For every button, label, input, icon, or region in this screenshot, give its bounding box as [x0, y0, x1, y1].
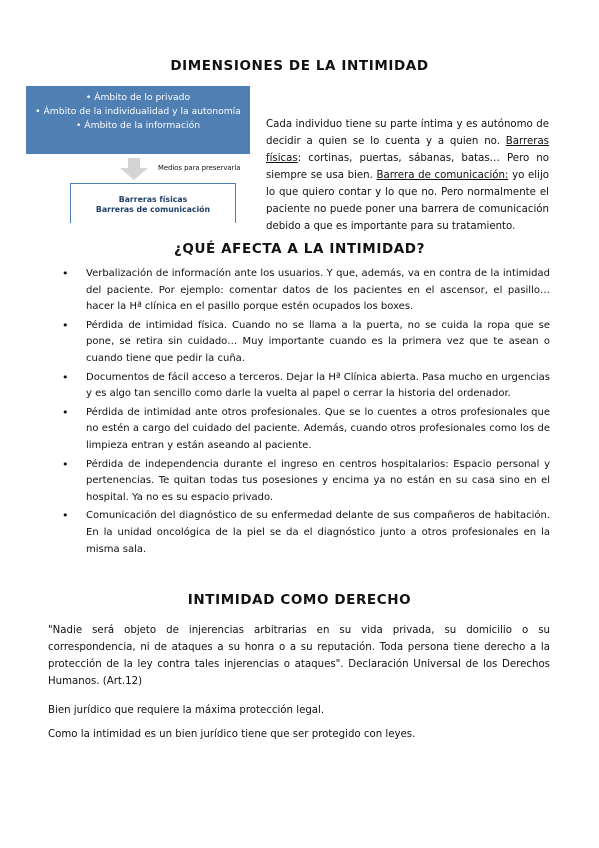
title-que-afecta: ¿QUÉ AFECTA A LA INTIMIDAD? [173, 241, 426, 257]
list-item-text: Verbalización de información ante los usuarios. Y que, además, va en contra de la intimidad del paciente. Por ejemplo: comentar datos de los pacientes en el ascensor, el pasillo… hacer la Hª clínica en el pasillo porque estén ocupados los boxes. [86, 268, 550, 313]
title-dimensiones: DIMENSIONES DE LA INTIMIDAD [170, 58, 429, 74]
bullet-icon: • [62, 405, 69, 419]
bullet-icon: • [62, 457, 69, 471]
dimension-item: • Ámbito de la información [26, 119, 250, 133]
bullet-icon: • [62, 267, 69, 280]
barrier-physical: Barreras físicas [118, 195, 188, 204]
list-item [58, 508, 550, 558]
desc-part3: yo elijo lo que quiero contar y lo que no. Pero normalmente el paciente no puede poner una barrera de comunicación debido a que es importante para su tratamiento. [266, 170, 550, 232]
dimension-item: • Ámbito de la individualidad y la autonomía [26, 105, 250, 119]
paragraph-protected-by-law: Como la intimidad es un bien jurídico tiene que ser protegido con leyes. [48, 729, 416, 740]
dimension-item: • Ámbito de lo privado [26, 91, 250, 105]
list-item-text: Pérdida de independencia durante el ingreso en centros hospitalarios: Espacio personal y pertenencias. Te quitan todas tus posesiones y encima ya no están en su casa sino en el hospital. Ya no es su espacio privado. [86, 458, 550, 503]
list-item-text: Comunicación del diagnóstico de su enfermedad delante de sus compañeros de habitación. En la unidad oncológica de la piel se da el diagnóstico junto a otros profesionales en la misma sala. [86, 510, 550, 555]
arrow-down-icon [128, 158, 140, 168]
dimensions-description [266, 116, 549, 235]
list-item-text: Pérdida de intimidad ante otros profesionales. Que se lo cuentes a otros profesionales que no estén a cargo del cuidado del paciente. Además, cuando otros profesionales como los de limpieza entran y están aseando al paciente. [86, 406, 550, 451]
bullet-icon: • [62, 318, 69, 332]
list-item [58, 266, 550, 316]
barriers-box [70, 183, 236, 223]
dimensions-diagram-box [26, 86, 250, 154]
paragraph-legal-good: Bien jurídico que requiere la máxima protección legal. [48, 705, 325, 716]
dimensions-list [26, 86, 250, 133]
desc-part1: Cada individuo tiene su parte íntima y es autónomo de decidir a quien se lo cuenta y a quien no. [266, 119, 549, 147]
list-item [58, 457, 550, 507]
list-item [58, 370, 550, 403]
title-intimidad-derecho: INTIMIDAD COMO DERECHO [187, 592, 412, 608]
desc-barrera-comunicacion: Barrera de comunicación: [376, 170, 509, 181]
affects-list [58, 266, 550, 560]
bullet-icon: • [62, 370, 69, 384]
list-item [58, 405, 550, 455]
list-item-text: Pérdida de intimidad física. Cuando no se llama a la puerta, no se cuida la ropa que se pone, se retira sin cuidado… Muy importante cuando es la primera vez que te asean o cuando tiene que pedir la cuña. [86, 319, 550, 364]
list-item-text: Documentos de fácil acceso a terceros. Dejar la Hª Clínica abierta. Pasa mucho en urgencias y es algo tan sencillo como darle la vuelta al papel o cerrar la historia del ordenador. [86, 371, 550, 400]
desc-barreras-fisicas: Barreras físicas [266, 136, 549, 164]
barrier-communication: Barreras de comunicación [95, 205, 211, 214]
human-rights-quote: "Nadie será objeto de injerencias arbitrarias en su vida privada, su domicilio o su correspondencia, ni de ataques a su honra o a su reputación. Toda persona tiene derecho a la protección de la ley contra tales injerencias o ataques". Declaración Universal de los Derechos Humanos. (Art.12) [48, 625, 550, 687]
list-item [58, 318, 550, 368]
desc-part2: : cortinas, puertas, sábanas, batas… Pero no siempre se usa bien. [266, 153, 549, 181]
arrow-label: Medios para preservarla [158, 164, 241, 172]
arrow-head-icon [120, 168, 148, 180]
bullet-icon: • [62, 509, 69, 523]
